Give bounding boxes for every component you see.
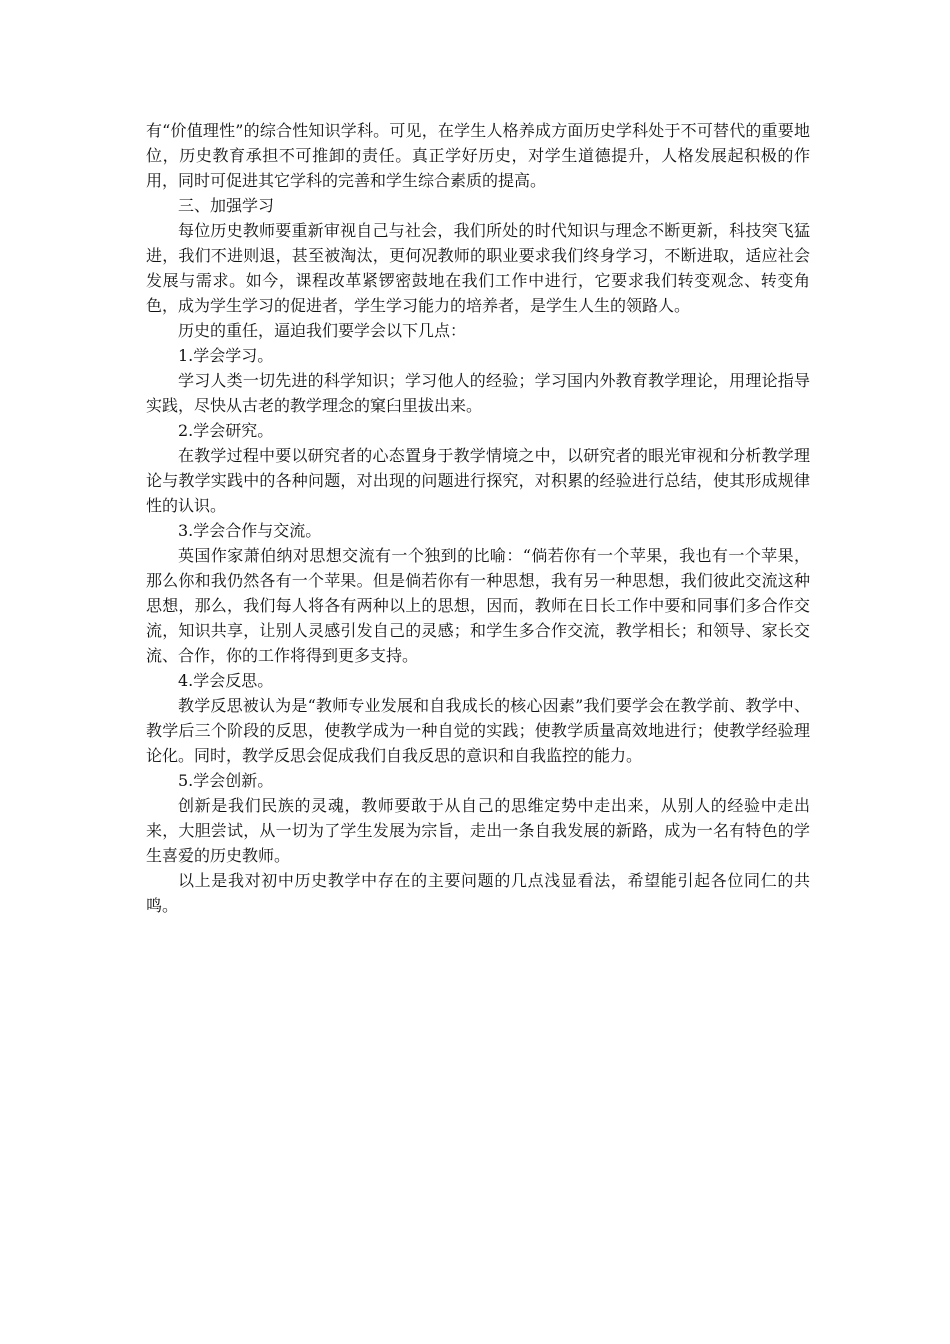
subheading-learn-to-research: 2.学会研究。 [178,421,274,440]
subheading-reflection: 4.学会反思。 [178,671,274,690]
subheading-cooperation: 3.学会合作与交流。 [178,521,322,540]
paragraph-innovation: 创新是我们民族的灵魂，教师要敢于从自己的思维定势中走出来，从别人的经验中走出来，大胆尝试，从一切为了学生发展为宗旨，走出一条自我发展的新路，成为一名有特色的学生喜爱的历史教师。 [146,796,810,865]
paragraph-history-duty: 历史的重任，逼迫我们要学会以下几点： [178,321,467,340]
paragraph-learn-to-learn: 学习人类一切先进的科学知识；学习他人的经验；学习国内外教育教学理论，用理论指导实践，尽快从古老的教学理念的窠臼里拔出来。 [146,371,810,415]
section-heading-strengthen-learning: 三、加强学习 [178,196,275,215]
paragraph-learn-to-research: 在教学过程中要以研究者的心态置身于教学情境之中，以研究者的眼光审视和分析教学理论与教学实践中的各种问题，对出现的问题进行探究，对积累的经验进行总结，使其形成规律性的认识。 [146,446,810,515]
paragraph-intro: 有“价值理性”的综合性知识学科。可见，在学生人格养成方面历史学科处于不可替代的重要地位，历史教育承担不可推卸的责任。真正学好历史，对学生道德提升，人格发展起积极的作用，同时可促进其它学科的完善和学生综合素质的提高。 [146,121,810,190]
paragraph-reflection: 教学反思被认为是“教师专业发展和自我成长的核心因素”我们要学会在教学前、教学中、教学后三个阶段的反思，使教学成为一种自觉的实践；使教学质量高效地进行；使教学经验理论化。同时，教学反思会促成我们自我反思的意识和自我监控的能力。 [146,696,810,765]
paragraph-cooperation: 英国作家萧伯纳对思想交流有一个独到的比喻：“倘若你有一个苹果，我也有一个苹果，那么你和我仍然各有一个苹果。但是倘若你有一种思想，我有另一种思想，我们彼此交流这种思想，那么，我们每人将各有两种以上的思想，因而，教师在日长工作中要和同事们多合作交流，知识共享，让别人灵感引发自己的灵感；和学生多合作交流，教学相长；和领导、家长交流、合作，你的工作将得到更多支持。 [146,546,810,665]
subheading-innovation: 5.学会创新。 [178,771,274,790]
paragraph-teacher-review: 每位历史教师要重新审视自己与社会，我们所处的时代知识与理念不断更新，科技突飞猛进，我们不进则退，甚至被淘汰，更何况教师的职业要求我们终身学习，不断进取，适应社会发展与需求。如今，课程改革紧锣密鼓地在我们工作中进行，它要求我们转变观念、转变角色，成为学生学习的促进者，学生学习能力的培养者，是学生人生的领路人。 [146,221,810,315]
paragraph-conclusion: 以上是我对初中历史教学中存在的主要问题的几点浅显看法，希望能引起各位同仁的共鸣。 [146,871,810,915]
document-body [146,118,810,918]
subheading-learn-to-learn: 1.学会学习。 [178,346,274,365]
